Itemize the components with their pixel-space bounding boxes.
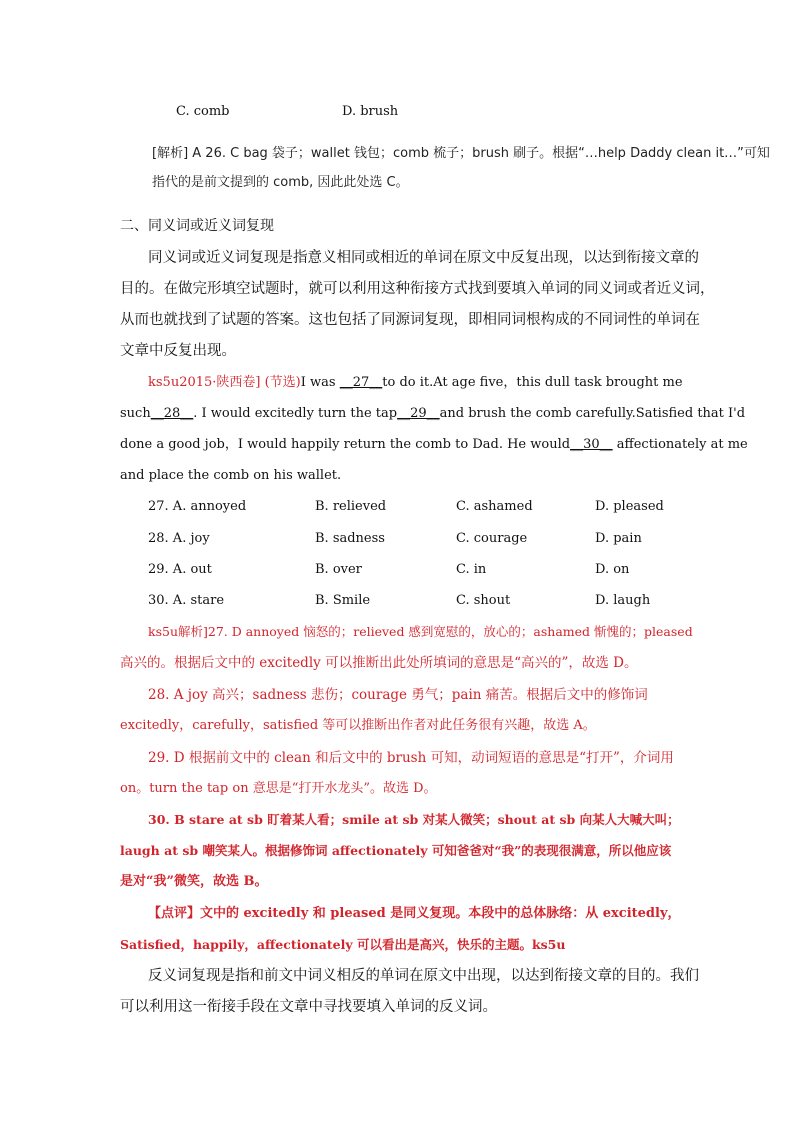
passage-text: done a good job，I would happily return the comb to Dad. He would (120, 437, 571, 452)
answer-29-line-2: on。turn the tap on 意思是“打开水龙头”。故选 D。 (120, 781, 437, 796)
q27-a: 27. A. annoyed (148, 499, 247, 514)
para-line-1: 同义词或近义词复现是指意义相同或相近的单词在原文中反复出现，以达到衔接文章的 (148, 250, 699, 266)
q30-b: B. Smile (315, 593, 371, 608)
answer-27-line-1: ks5u解析]27. D annoyed 恼怒的；relieved 感到宽慰的，放心的；ashamed 惭愧的；pleased (148, 624, 693, 639)
passage-line-1 (148, 373, 683, 393)
passage-text: such (120, 406, 151, 421)
answer-27-line-2: 高兴的。根据后文中的 excitedly 可以推断出此处所填词的意思是“高兴的”，故选 D。 (120, 655, 638, 671)
passage-line-4: and place the comb on his wallet. (120, 468, 342, 483)
q29-b: B. over (315, 562, 362, 577)
answer-28-line-2: excitedly，carefully，satisfied 等可以推断出作者对此任务很有兴趣，故选 A。 (120, 718, 596, 733)
passage-line-3 (120, 435, 748, 455)
answer-29-line-1: 29. D 根据前文中的 clean 和后文中的 brush 可知，动词短语的意思是“打开”，介词用 (148, 750, 674, 766)
passage-text: to do it.At age five，this dull task brought me (382, 375, 683, 390)
q30-c: C. shout (456, 593, 511, 608)
passage-text: affectionately at me (612, 437, 748, 452)
q27-d: D. pleased (595, 499, 664, 514)
passage-text: and brush the comb carefully.Satisfied that I'd (439, 406, 746, 421)
prev-analysis-line-1: [解析] A 26. C bag 袋子；wallet 钱包；comb 梳子；brush 刷子。根据“…help Daddy clean it…”可知 (152, 146, 770, 161)
q27-c: C. ashamed (456, 499, 533, 514)
blank-28: __28__ (150, 406, 194, 421)
passage-text: . I would excitedly turn the tap (193, 406, 398, 421)
option-d-brush: D. brush (342, 104, 399, 119)
q30-a: 30. A. stare (148, 593, 225, 608)
para-line-3: 从而也就找到了试题的答案。这也包括了同源词复现，即相同词根构成的不同词性的单词在 (120, 312, 700, 328)
blank-30: __30__ (570, 437, 613, 452)
q28-d: D. pain (595, 531, 642, 546)
option-c-comb: C. comb (176, 104, 230, 119)
q29-a: 29. A. out (148, 562, 212, 577)
para-line-4: 文章中反复出现。 (120, 343, 236, 359)
q29-c: C. in (456, 562, 487, 577)
q28-b: B. sadness (315, 531, 385, 546)
section-heading: 二、同义词或近义词复现 (120, 218, 274, 234)
passage-text: I was (300, 375, 340, 390)
answer-30-line-1: 30. B stare at sb 盯着某人看；smile at sb 对某人微笑；shout at sb 向某人大喊大叫； (148, 812, 680, 827)
antonym-line-2: 可以利用这一衔接手段在文章中寻找要填入单词的反义词。 (120, 999, 497, 1015)
comment-line-1: 【点评】文中的 excitedly 和 pleased 是同义复现。本段中的总体脉络：从 excitedly， (148, 906, 681, 921)
answer-30-line-3: 是对“我”微笑，故选 B。 (120, 874, 268, 889)
answer-28-line-1: 28. A joy 高兴；sadness 悲伤；courage 勇气；pain 痛苦。根据后文中的修饰词 (148, 687, 648, 703)
q28-a: 28. A. joy (148, 531, 210, 546)
q29-d: D. on (595, 562, 630, 577)
q28-c: C. courage (456, 531, 528, 546)
blank-27: __27__ (339, 375, 383, 390)
comment-line-2: Satisfied，happily，affectionately 可以看出是高兴，快乐的主题。ks5u (120, 937, 566, 952)
prev-analysis-line-2: 指代的是前文提到的 comb, 因此此处选 C。 (152, 175, 409, 190)
q30-d: D. laugh (595, 593, 651, 608)
antonym-line-1: 反义词复现是指和前文中词义相反的单词在原文中出现，以达到衔接文章的目的。我们 (148, 968, 699, 984)
para-line-2: 目的。在做完形填空试题时，就可以利用这种衔接方式找到要填入单词的同义词或者近义词， (120, 281, 715, 297)
answer-30-line-2: laugh at sb 嘲笑某人。根据修饰词 affectionately 可知爸爸对“我”的表现很满意，所以他应该 (120, 843, 672, 858)
blank-29: __29__ (397, 406, 440, 421)
source-label: ks5u2015·陕西卷] (节选) (148, 375, 301, 390)
passage-line-2 (120, 404, 745, 424)
q27-b: B. relieved (315, 499, 387, 514)
